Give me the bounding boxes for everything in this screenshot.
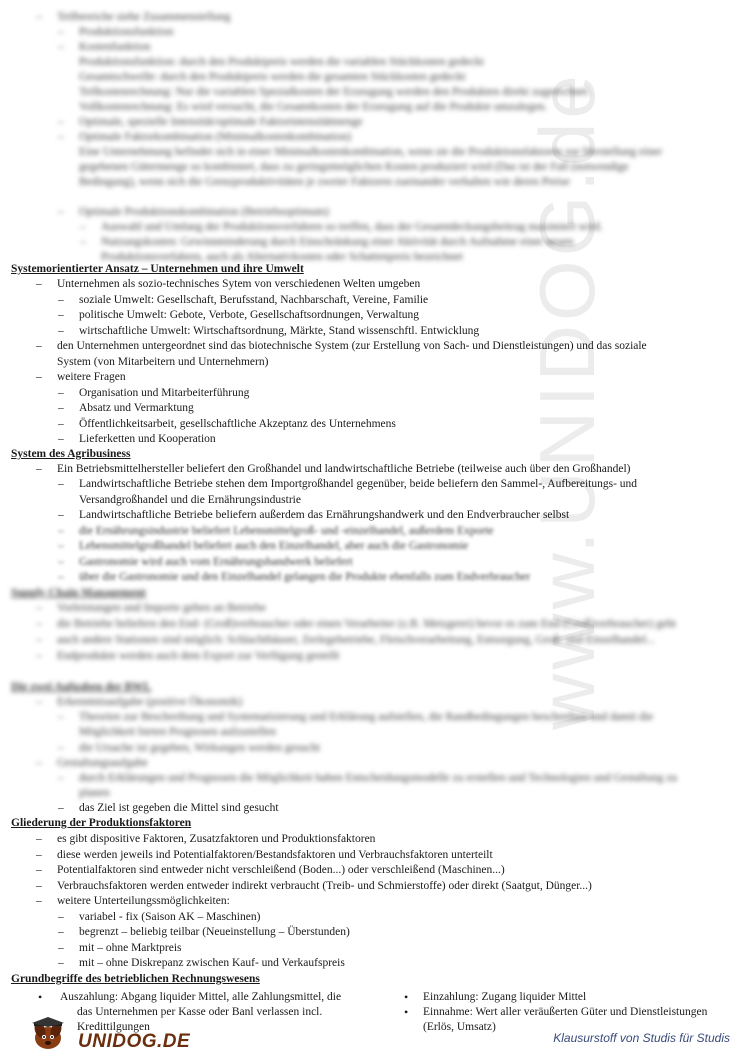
dash-marker: –: [58, 926, 64, 938]
list-item: gegebenen Gütermenge so kombiniert, dass zu geringstmöglichen Kosten produziert wird (Das ist der Fall (notwendige: [79, 161, 629, 173]
dash-marker: –: [58, 957, 64, 969]
dash-marker: –: [36, 756, 42, 769]
list-item: Theorien zur Beschreibung und Systematisierung und Erklärung aufstellen, die Randbedingungen beschreiben und damit die: [79, 711, 654, 724]
list-item: Potentialfaktoren sind entweder nicht verschleißend (Boden...) oder verschleißend (Maschinen...): [57, 864, 505, 876]
dash-marker: –: [58, 206, 64, 218]
list-item: Lieferketten und Kooperation: [79, 433, 216, 445]
list-item: Landwirtschaftliche Betriebe beliefern außerdem das Ernährungshandwerk und den Endverbraucher selbst: [79, 508, 570, 521]
list-item: Kostenfunktion: [79, 41, 151, 53]
dash-marker: –: [58, 26, 64, 38]
dash-marker: –: [36, 864, 42, 876]
list-item: Eine Unternehmung befindet sich in einer Minimalkostenkombination, wenn sie die Produktionsfaktoren zur Herstellung einer: [79, 146, 663, 158]
list-item: System (von Mitarbeitern und Unternehmern): [57, 355, 269, 368]
list-item: soziale Umwelt: Gesellschaft, Berufsstand, Nachbarschaft, Vereine, Familie: [79, 293, 429, 306]
list-item: Endprodukte werden auch dem Export zur Verfügung gestellt: [57, 650, 340, 662]
list-item: Optimale Faktorkombination (Minimalkostenkombination): [79, 131, 352, 143]
dash-marker: –: [58, 741, 64, 754]
dash-marker: –: [36, 696, 42, 708]
list-item: Lebensmittelgroßhandel beliefert auch den Einzelhandel, aber auch die Gastronomie: [79, 540, 469, 553]
dash-marker: –: [58, 910, 64, 923]
dash-marker: –: [58, 131, 64, 143]
list-item: Auswahl und Umfang der Produktionsverfahren so treffen, dass der Gesamtdeckungsbeitrag maximiert wird.: [101, 221, 603, 233]
list-item: das Ziel ist gegeben die Mittel sind gesucht: [79, 802, 279, 814]
list-item: Ein Betriebsmittelhersteller beliefert den Großhandel und landwirtschaftliche Betriebe (teilweise auch über den Großhandel): [57, 463, 631, 475]
list-item: Optimale Produktionskombination (Betriebsoptimum): [79, 206, 329, 218]
dash-marker: –: [36, 463, 42, 475]
list-item: Bedingung), wenn sich die Grenzproduktivitäten je zweier Faktoren zueinander verhalten wie deren Preise: [79, 176, 570, 188]
rechnungswesen-right-line-3: (Erlös, Umsatz): [423, 1021, 496, 1033]
rechnungswesen-left-line-2: das Unternehmen per Kasse oder Banl verlassen incl.: [77, 1006, 323, 1018]
list-item: Gastronomie wird auch vom Ernährungshandwerk beliefert: [79, 555, 353, 568]
list-item: Vorleistungen und Importe gehen an Betriebe: [57, 602, 266, 614]
rechnungswesen-right-line-2: Einnahme: Wert aller veräußerten Güter und Dienstleistungen: [423, 1006, 708, 1018]
list-item: Absatz und Vermarktung: [79, 402, 194, 414]
rechnungswesen-left-line-1: Auszahlung: Abgang liquider Mittel, alle Zahlungsmittel, die: [60, 991, 342, 1003]
watermark-text: www.UNIDOG.de: [523, 71, 611, 730]
dash-marker: –: [58, 402, 64, 414]
dash-marker: –: [36, 848, 42, 861]
section-title-agribusiness: System des Agribusiness: [11, 448, 131, 460]
dash-marker: –: [58, 309, 64, 321]
rechnungswesen-right-line-1: Einzahlung: Zugang liquider Mittel: [423, 991, 587, 1003]
section-title-rechnungswesen: Grundbegriffe des betrieblichen Rechnungswesens: [11, 973, 260, 985]
dash-marker: –: [58, 508, 64, 521]
bullet-marker: •: [38, 990, 43, 1004]
list-item: die Ernährungsindustrie beliefert Lebensmittelgroß- und -einzelhandel, außerdem Exporte: [79, 525, 494, 537]
list-item: weitere Fragen: [57, 371, 126, 383]
dash-marker: –: [80, 236, 86, 248]
bullet-marker: •: [404, 990, 409, 1004]
list-item: Versandgroßhandel und die Ernährungsindustrie: [79, 493, 301, 506]
section-title-supply-chain: Supply Chain Management: [11, 587, 146, 599]
list-item: es gibt dispositive Faktoren, Zusatzfaktoren und Produktionsfaktoren: [57, 833, 376, 845]
list-item: Landwirtschaftliche Betriebe stehen dem Importgroßhandel gegenüber, beide beliefern den Sammel-, Aufbereitungs- und: [79, 478, 638, 491]
dash-marker: –: [58, 802, 64, 814]
dash-marker: –: [58, 941, 64, 954]
dash-marker: –: [58, 570, 64, 583]
list-item: Organisation und Mitarbeiterführung: [79, 386, 250, 399]
dash-marker: –: [36, 11, 42, 23]
list-item: begrenzt – beliebig teilbar (Neueinstellung – Überstunden): [79, 926, 350, 938]
list-item: Unternehmen als sozio-technisches Sytem von verschiedenen Welten umgeben: [57, 278, 421, 290]
dash-marker: –: [36, 879, 42, 892]
list-item: variabel - fix (Saison AK – Maschinen): [79, 910, 261, 923]
dash-marker: –: [58, 540, 64, 553]
dash-marker: –: [36, 278, 42, 290]
list-item: den Unternehmen untergeordnet sind das biotechnische System (zur Erstellung von Sach- und Dienstleistungen) und das soziale: [57, 340, 647, 352]
list-item: Gesamtschwelle: durch den Produktpreis werden die gesamten Stückkosten gedeckt: [79, 71, 466, 83]
list-item: weitere Unterteilungssmöglichkeiten:: [57, 895, 230, 907]
unidog-logo[interactable]: [26, 1014, 191, 1054]
dash-marker: –: [36, 602, 42, 614]
dash-marker: –: [36, 650, 42, 662]
list-item: Produktionsfunktion: [79, 26, 174, 38]
dash-marker: –: [58, 555, 64, 568]
dash-marker: –: [58, 116, 64, 128]
list-item: Erkenntnisaufgabe (positive Ökonomik): [57, 696, 243, 708]
dash-marker: –: [58, 293, 64, 306]
list-item: durch Erklärungen und Prognosen die Möglichkeit haben Entscheidungsmodelle zu erstellen und Technologien und Gestaltung zu: [79, 772, 678, 784]
list-item: Nutzungskosten: Gewinnminderung durch Einschränkung einer Aktivität durch Aufnahme einer neuen: [101, 236, 574, 248]
dash-marker: –: [36, 833, 42, 845]
dash-marker: –: [58, 711, 64, 724]
dash-marker: –: [36, 618, 42, 630]
list-item: politische Umwelt: Gebote, Verbote, Gesellschaftsordnungen, Verwaltung: [79, 309, 420, 321]
dog-icon: [26, 1014, 74, 1054]
dash-marker: –: [36, 634, 42, 646]
section-title-aufgaben-bwl: Die zwei Aufgaben der BWL: [11, 681, 152, 693]
dash-marker: –: [58, 417, 64, 430]
list-item: Möglichkeit bieten Prognosen aufzustellen: [79, 726, 277, 739]
rechnungswesen-left-line-3: Kredittilgungen: [77, 1021, 150, 1033]
dash-marker: –: [80, 221, 86, 233]
list-item: Öffentlichkeitsarbeit, gesellschaftliche Akzeptanz des Unternehmens: [79, 417, 396, 430]
bullet-marker: •: [404, 1005, 409, 1019]
list-item: über die Gastronomie und den Einzelhandel gelangen die Produkte ebenfalls zum Endverbraucher: [79, 570, 531, 583]
list-item: Teilkostenrechnung: Nur die variablen Spezialkosten der Erzeugung werden den Produkten direkt zugerechnet.: [79, 86, 591, 98]
list-item: auch andere Stationen sind möglich: Schlachthäuser, Zerlegebetriebe, Fleischverarbeitung, Entsorgung, Groß- und Einzelhandel...: [57, 634, 655, 646]
dash-marker: –: [58, 525, 64, 537]
dash-marker: –: [58, 433, 64, 445]
list-item: Vollkostenrechnung: Es wird versucht, die Gesamtkosten der Erzeugung auf die Produkte umzulegen.: [79, 101, 548, 113]
list-item: Verbrauchsfaktoren werden entweder indirekt verbraucht (Treib- und Schmierstoffe) oder direkt (Saatgut, Dünger...): [57, 879, 592, 892]
dash-marker: –: [36, 895, 42, 907]
list-item: Teilbereiche siehe Zusammenstellung: [57, 11, 231, 23]
dash-marker: –: [58, 324, 64, 337]
list-item: mit – ohne Marktpreis: [79, 941, 182, 954]
dash-marker: –: [58, 41, 64, 53]
dash-marker: –: [58, 386, 64, 399]
dash-marker: –: [36, 371, 42, 383]
list-item: Gestaltungsaufgabe: [57, 756, 148, 769]
dash-marker: –: [58, 772, 64, 784]
list-item: diese werden jeweils ind Potentialfaktoren/Bestandsfaktoren und Verbrauchsfaktoren unterteilt: [57, 848, 493, 861]
list-item: Produktionsfunktion: durch den Produktpreis werden die variablen Stückkosten gedeckt: [79, 56, 484, 68]
list-item: Optimale, spezielle Intensität/optimale Faktorintensitätmenge: [79, 116, 363, 128]
dash-marker: –: [58, 478, 64, 491]
footer-tagline: Klausurstoff von Studis für Studis: [553, 1031, 730, 1045]
dash-marker: –: [36, 340, 42, 352]
logo-text: UNIDOG.DE: [78, 1031, 191, 1052]
list-item: planen: [79, 787, 110, 800]
list-item: die Ursache ist gegeben, Wirkungen werden gesucht: [79, 741, 321, 754]
list-item: wirtschaftliche Umwelt: Wirtschaftsordnung, Märkte, Stand wissenschftl. Entwicklung: [79, 324, 480, 337]
section-title-systemorientierter-ansatz: Systemorientierter Ansatz – Unternehmen und ihre Umwelt: [11, 263, 304, 275]
list-item: mit – ohne Diskrepanz zwischen Kauf- und Verkaufspreis: [79, 957, 345, 969]
list-item: die Betriebe beliefern den End- (Groß)verbraucher oder einen Verarbeiter (z.B. Metzgerei) bevor es zum End-(Groß)verbraucher) geht: [57, 618, 676, 630]
section-title-produktionsfaktoren: Gliederung der Produktionsfaktoren: [11, 817, 192, 829]
list-item: Produktionsverfahren, auch als Alternativkosten oder Schattenpreis bezeichnet: [101, 251, 463, 263]
